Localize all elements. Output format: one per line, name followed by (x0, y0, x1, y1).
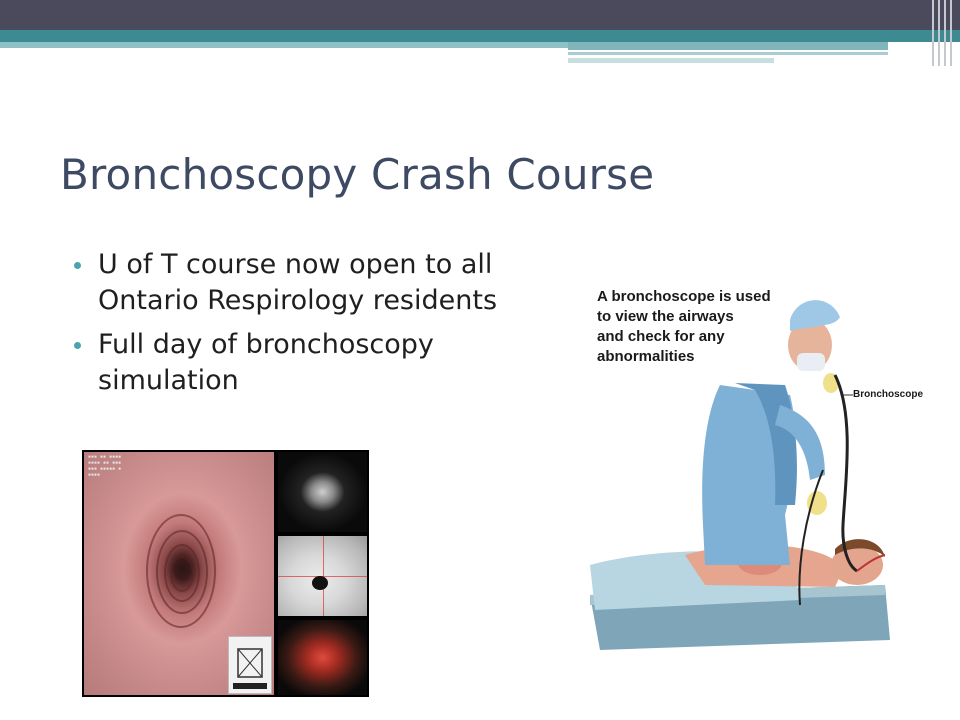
caption-line: abnormalities (597, 348, 695, 365)
ct-scan-image (82, 450, 369, 697)
bullet-item (74, 327, 554, 399)
header-stripe (568, 58, 774, 63)
caption-line: A bronchoscope is used (597, 288, 771, 305)
virtual-airway-view: ▪▪▪ ▪▪ ▪▪▪▪ ▪▪▪▪ ▪▪ ▪▪▪ ▪▪▪ ▪▪▪▪▪ ▪ ▪▪▪▪ (84, 452, 274, 695)
procedure-illustration (585, 265, 924, 665)
slide-title: Bronchoscopy Crash Course (60, 150, 655, 199)
navigation-inset (228, 636, 272, 694)
bullet-list (74, 247, 554, 407)
corner-decoration (928, 0, 960, 66)
caption-line: to view the airways (597, 308, 734, 325)
bullet-text: U of T course now open to all Ontario Respirology residents (98, 249, 498, 316)
bullet-dot-icon (74, 342, 81, 349)
ct-slice-tile (278, 452, 367, 532)
header-stripe (568, 52, 888, 55)
header-bar-teal-light (0, 42, 568, 48)
illustration-caption (597, 287, 771, 367)
header-stripe (568, 42, 888, 50)
bronchoscope-label: Bronchoscope (853, 389, 924, 400)
bullet-item (74, 247, 554, 319)
header-bar-dark (0, 0, 960, 30)
bullet-text: Full day of bronchoscopy simulation (98, 329, 434, 396)
pet-slice-tile (278, 536, 367, 616)
fused-slice-tile (278, 620, 367, 695)
header-bar-teal (0, 30, 960, 42)
caption-line: and check for any (597, 328, 725, 345)
bullet-dot-icon (74, 262, 81, 269)
